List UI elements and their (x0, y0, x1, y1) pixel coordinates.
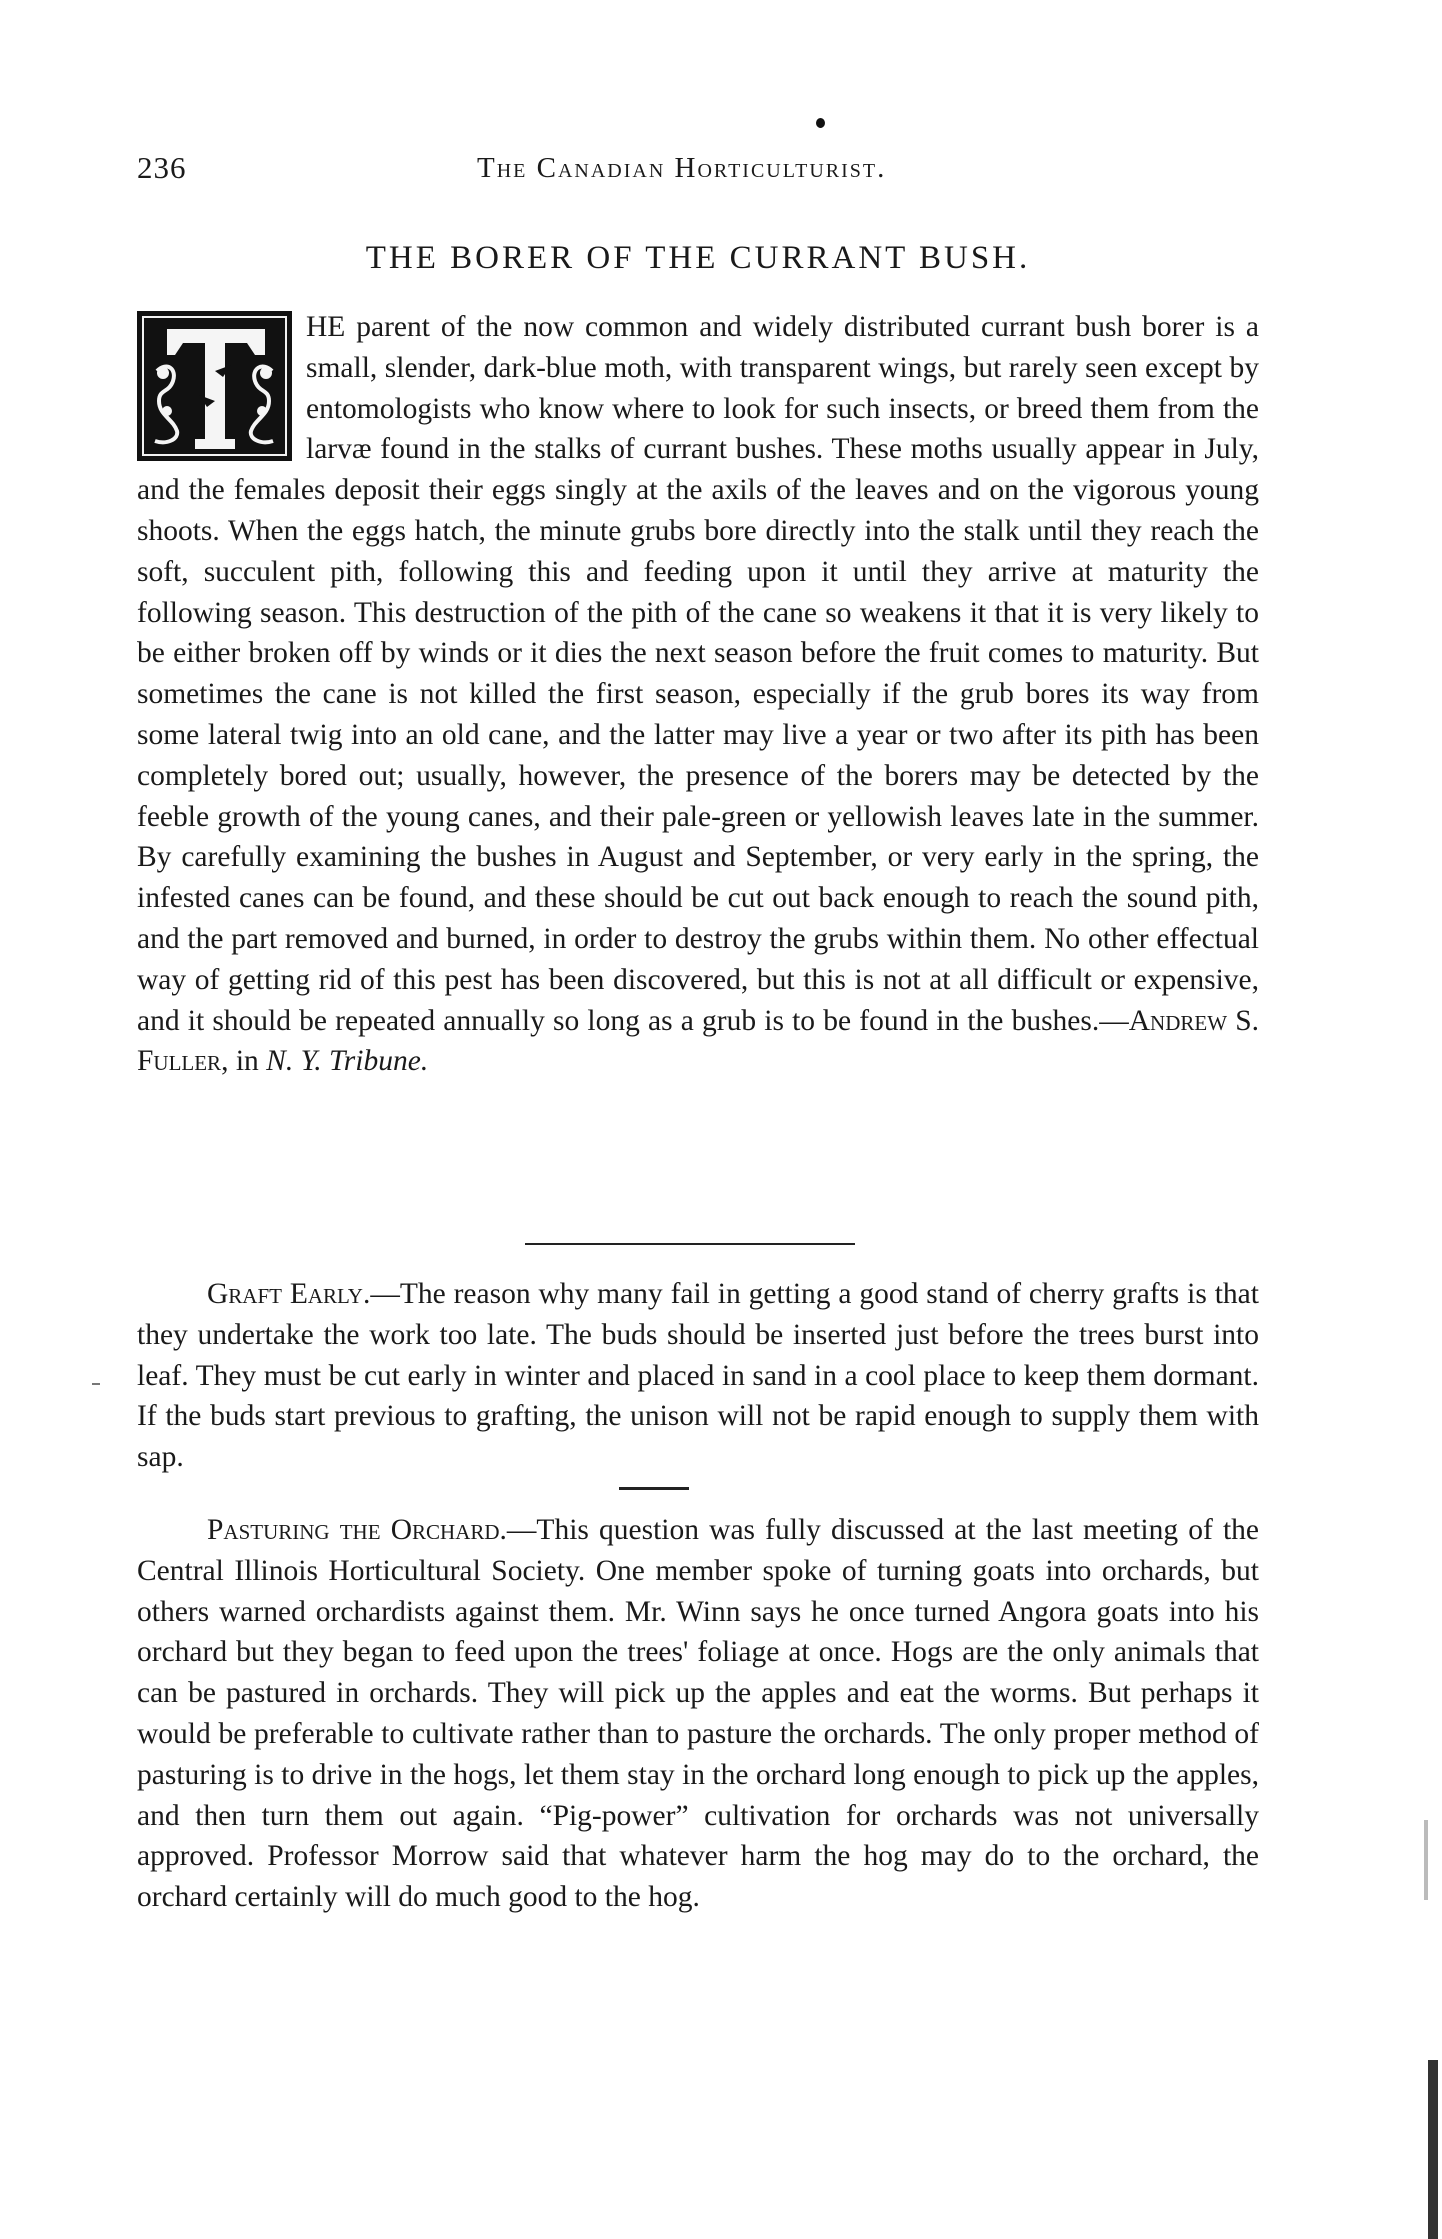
pasture-lead: Pasturing the Orchard. (207, 1514, 507, 1546)
page-header (137, 150, 1259, 190)
page-number: 236 (137, 150, 187, 185)
article-source: N. Y. Tribune. (266, 1045, 429, 1078)
scan-edge-mark (1428, 2060, 1438, 2239)
graft-paragraph (137, 1274, 1259, 1478)
article-author: Andrew S. Fuller (137, 1004, 1259, 1078)
decorative-dropcap-t (137, 311, 292, 461)
article-body (137, 307, 1259, 1082)
graft-text: —The reason why many fail in getting a good stand of cherry grafts is that they undertake the work too late. The buds should be inserted just before the trees burst into leaf. They must be cut early in winter and placed in sand in a cool place to keep them dormant. If the buds start previous to grafting, the unison will not be rapid enough to supply them with sap. (137, 1278, 1259, 1474)
running-title: The Canadian Horticulturist. (477, 152, 887, 184)
scan-edge-mark (1424, 1820, 1428, 1900)
article-title: THE BORER OF THE CURRANT BUSH. (365, 240, 1031, 276)
printer-dot (816, 118, 825, 128)
pasture-text: —This question was fully discussed at the last meeting of the Central Illinois Horticultural Society. One member spoke of turning goats into orchards, but others warned orchardists against them. Mr. Winn says he once turned Angora goats into his orchard but they began to feed upon the trees' foliage at once. Hogs are the only animals that can be pastured in orchards. They will pick up the apples and eat the worms. But perhaps it would be preferable to cultivate rather than to pasture the orchards. The only proper method of pasturing is to drive in the hogs, let them stay in the orchard long enough to pick up the apples, and then turn them out again. “Pig-power” cultivation for orchards was not universally approved. Professor Morrow said that whatever harm the hog may do to the orchard, the orchard certainly will do much good to the hog. (137, 1514, 1260, 1914)
section-divider (525, 1243, 855, 1245)
short-divider (619, 1487, 689, 1490)
dropcap-ornament-icon (137, 311, 292, 461)
graft-lead: Graft Early. (207, 1278, 371, 1310)
article-text: HE parent of the now common and widely distributed currant bush borer is a small, slender, dark-blue moth, with transparent wings, but rarely seen except by entomologists who know where to look for such insects, or breed them from the larvæ found in the stalks of currant bushes. These moths usually appear in July, and the females deposit their eggs singly at the axils of the leaves and on the vigorous young shoots. When the eggs hatch, the minute grubs bore directly into the stalk until they reach the soft, succulent pith, following this and feeding upon it until they arrive at maturity the following season. This destruction of the pith of the cane so weakens it that it is very likely to be either broken off by winds or it dies the next season before the fruit comes to maturity. But sometimes the cane is not killed the first season, especially if the grub bores its way from some lateral twig into an old cane, and the latter may live a year or two after its pith has been completely bored out; usually, however, the presence of the borers may be detected by the feeble growth of the young canes, and their pale-green or yellowish leaves late in the summer. By carefully examining the bushes in August and September, or very early in the spring, the infested canes can be found, and these should be cut out back enough to reach the sound pith, and the part removed and burned, in order to destroy the grubs within them. No other effectual way of getting rid of this pest has been discovered, but this is not at all difficult or expensive, and it should be repeated annually so long as a grub is to be found in the bushes.— (137, 311, 1259, 1037)
margin-mark (92, 1383, 100, 1385)
pasture-paragraph (137, 1510, 1259, 1918)
article-in-text: , in (221, 1045, 267, 1078)
